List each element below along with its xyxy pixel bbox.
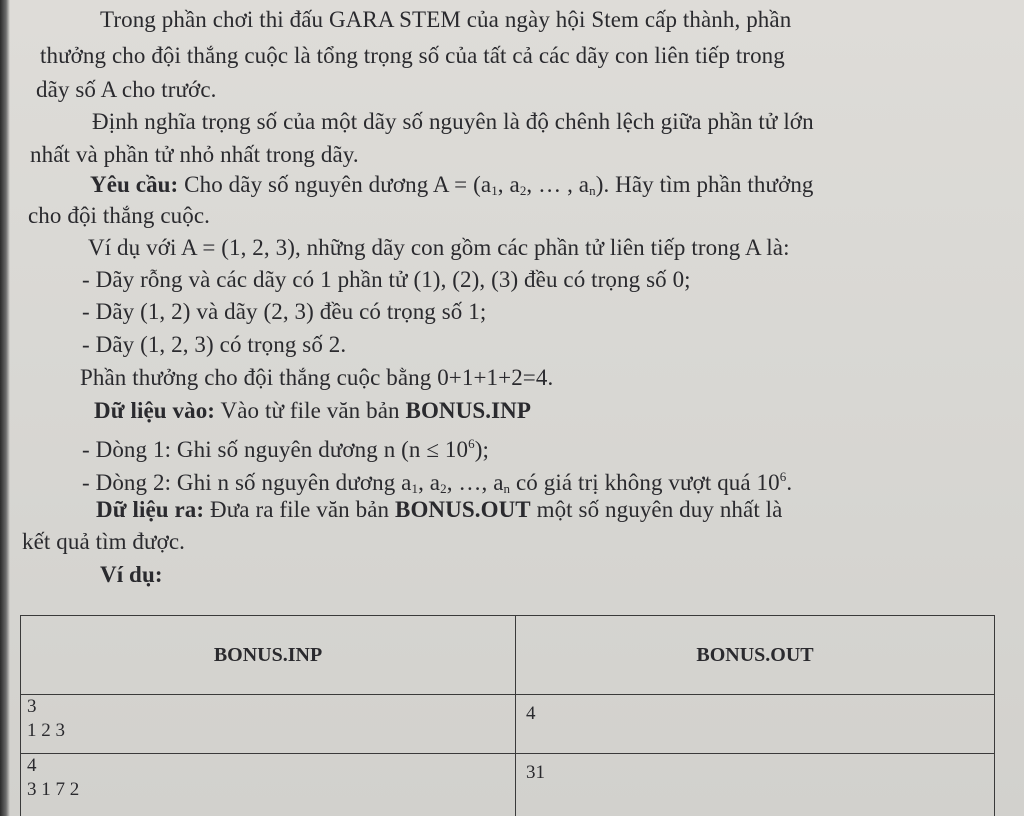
paragraph-line: nhất và phần tử nhỏ nhất trong dãy. — [30, 142, 359, 167]
example-label: Ví dụ: — [100, 562, 163, 587]
requirement-line: Yêu cầu: Cho dãy số nguyên dương $A = (a_1$, $a_2$, … , $a_n$). Hãy tìm phần thưởng — [90, 172, 814, 198]
paragraph-line: Trong phần chơi thi đấu GARA STEM của ngày hội Stem cấp thành, phần — [100, 7, 792, 32]
table-cell-input: 4 3 1 7 2 — [21, 754, 516, 816]
table-cell-output: 4 — [516, 695, 995, 754]
requirement-label: Yêu cầu: — [90, 172, 179, 197]
output-filename: BONUS.OUT — [395, 497, 531, 522]
input-spec-line: - Dòng 1: Ghi số nguyên dương n $(n \le 10^6)$; — [82, 436, 489, 462]
input-spec-line: Dữ liệu vào: Vào từ file văn bản BONUS.INP — [94, 398, 532, 423]
paragraph-line: - Dãy (1, 2) và dãy (2, 3) đều có trọng số 1; — [82, 299, 487, 324]
paragraph-line: Ví dụ với A = (1, 2, 3), những dãy con gồm các phần tử liên tiếp trong A là: — [88, 235, 790, 260]
table-header-input: BONUS.INP — [21, 616, 516, 695]
paragraph-line: thưởng cho đội thắng cuộc là tổng trọng số của tất cả các dãy con liên tiếp trong — [40, 43, 785, 68]
paragraph-line: - Dãy (1, 2, 3) có trọng số 2. — [82, 332, 347, 357]
output-spec-line: Dữ liệu ra: Đưa ra file văn bản BONUS.OUT một số nguyên duy nhất là — [96, 497, 783, 522]
table-row — [21, 754, 995, 816]
table-cell-input: 3 1 2 3 — [21, 695, 516, 754]
table-cell-output: 31 — [516, 754, 995, 816]
page-edge-shadow — [0, 0, 10, 816]
example-table — [20, 615, 995, 816]
table-row — [21, 695, 995, 754]
input-spec-line: - Dòng 2: Ghi n số nguyên dương $a_1$, $a_2$, …, $a_n$ có giá trị không vượt quá $10^6$. — [82, 469, 793, 496]
input-filename: BONUS.INP — [405, 398, 532, 423]
paragraph-line: kết quả tìm được. — [22, 529, 186, 554]
table-header-row — [21, 616, 995, 695]
paragraph-line: Phần thưởng cho đội thắng cuộc bằng 0+1+1+2=4. — [80, 365, 554, 390]
table-header-output: BONUS.OUT — [516, 616, 995, 695]
paragraph-line: cho đội thắng cuộc. — [28, 203, 211, 228]
paragraph-line: dãy số A cho trước. — [36, 77, 217, 102]
paragraph-line: Định nghĩa trọng số của một dãy số nguyên là độ chênh lệch giữa phần tử lớn — [92, 109, 814, 134]
paragraph-line: - Dãy rỗng và các dãy có 1 phần tử (1), (2), (3) đều có trọng số 0; — [82, 267, 691, 292]
